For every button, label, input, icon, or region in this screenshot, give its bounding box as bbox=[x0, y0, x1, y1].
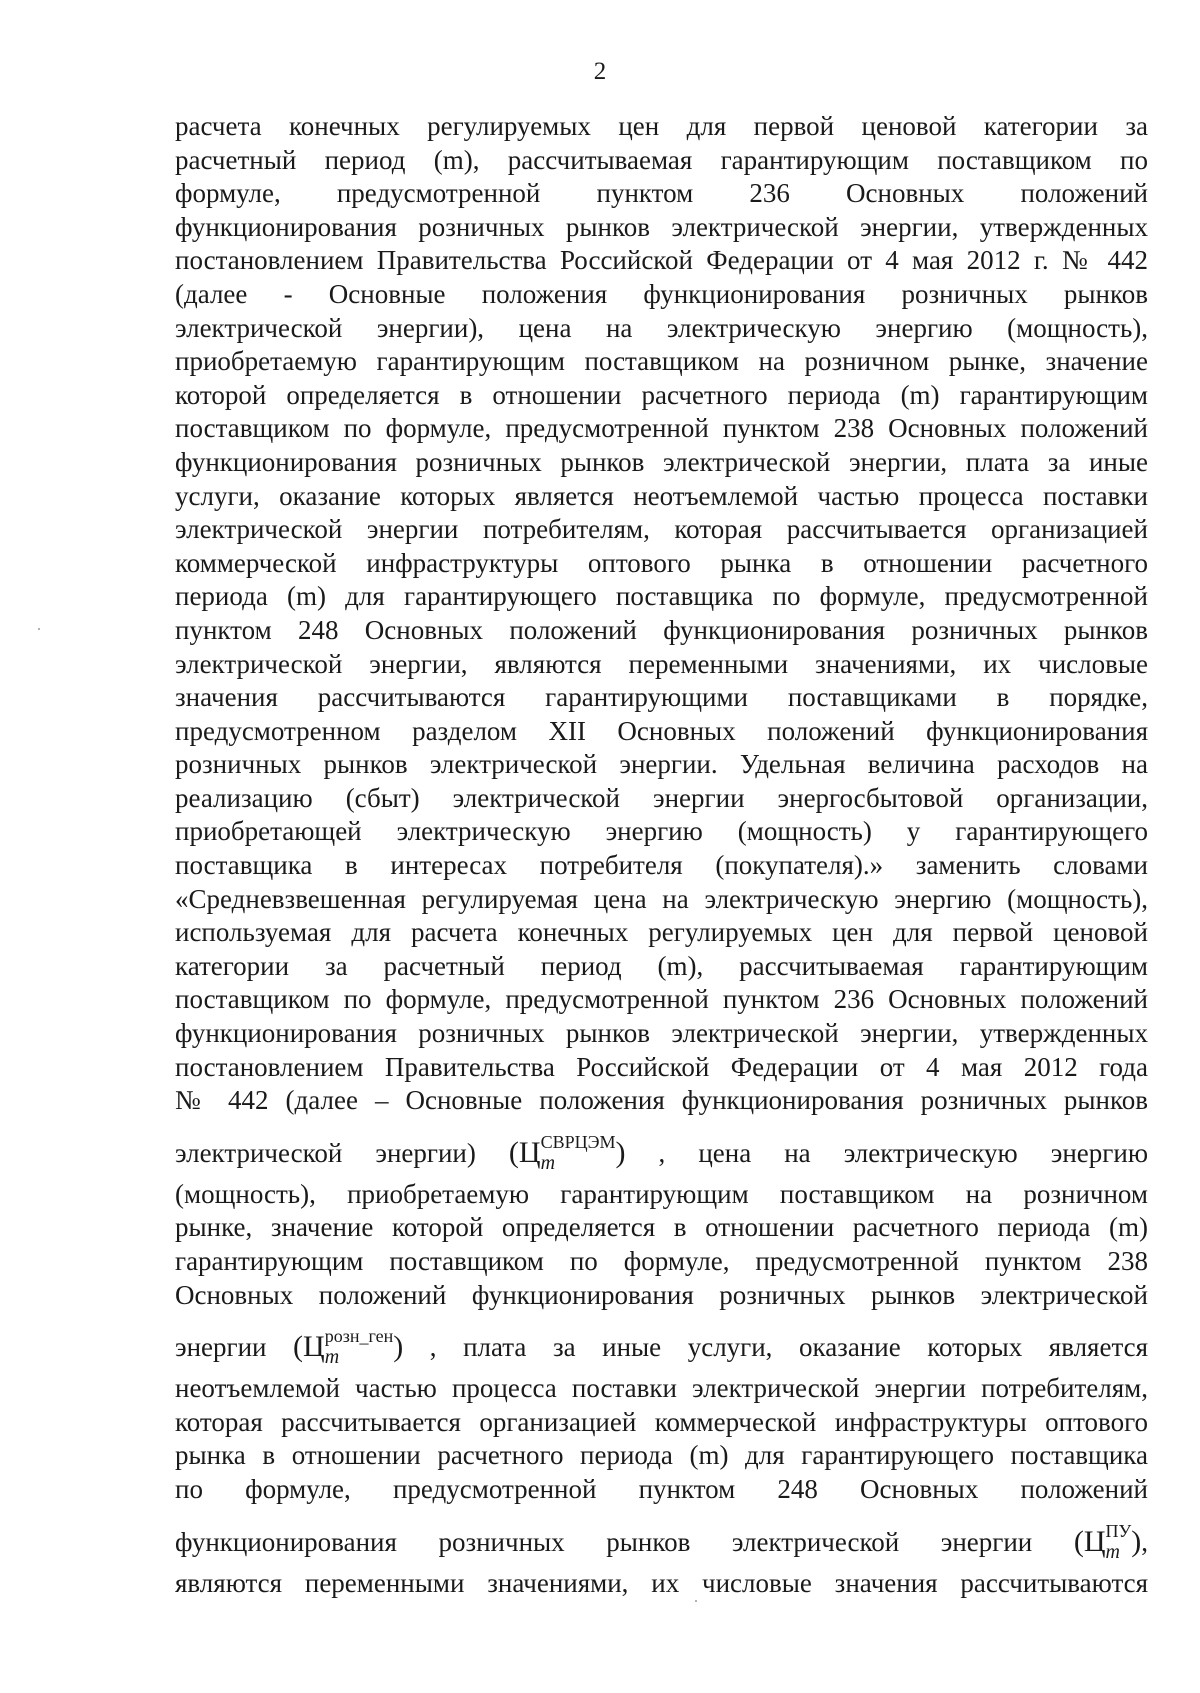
text-line: предусмотренном разделом XII Основных положений функционирования bbox=[175, 715, 1148, 746]
formula-2-subscript: m bbox=[324, 1346, 340, 1369]
text-line: неотъемлемой частью процесса поставки электрической энергии потребителям, bbox=[175, 1373, 1148, 1404]
formula-2-text-after: , плата за иные услуги, оказание которых является bbox=[429, 1332, 1148, 1363]
scan-speck bbox=[38, 628, 40, 630]
page-number: 2 bbox=[593, 58, 607, 85]
text-line: электрической энергии потребителям, которая рассчитывается организацией bbox=[175, 514, 1148, 545]
text-line: № 442 (далее – Основные положения функционирования розничных рынков bbox=[175, 1085, 1148, 1116]
formula-3-symbol: Ц bbox=[1083, 1524, 1106, 1558]
formula-line-2 bbox=[175, 1322, 1148, 1372]
text-line: которая рассчитывается организацией коммерческой инфраструктуры оптового bbox=[175, 1406, 1148, 1437]
text-line: приобретающей электрическую энергию (мощность) у гарантирующего bbox=[175, 816, 1148, 847]
formula-3-text-before: функционирования розничных рынков электрической энергии bbox=[175, 1526, 1033, 1557]
formula-2-text-before: энергии bbox=[175, 1332, 267, 1363]
formula-3-text-after: , bbox=[1141, 1526, 1148, 1557]
formula-3: ( Ц ПУ m ) , bbox=[1074, 1517, 1148, 1567]
text-line: поставщика в интересах потребителя (покупателя).» заменить словами bbox=[175, 850, 1148, 881]
paragraph-block-2 bbox=[175, 1178, 1148, 1312]
formula-line-1 bbox=[175, 1128, 1148, 1178]
text-line: являются переменными значениями, их числовые значения рассчитываются bbox=[175, 1567, 1148, 1598]
text-line: которой определяется в отношении расчетного периода (m) гарантирующим bbox=[175, 379, 1148, 410]
text-line: формуле, предусмотренной пунктом 236 Основных положений bbox=[175, 178, 1148, 209]
formula-3-subscript: m bbox=[1105, 1540, 1120, 1563]
text-line: (далее - Основные положения функционирования розничных рынков bbox=[175, 278, 1148, 309]
formula-1-superscript: СВРЦЭМ bbox=[540, 1131, 616, 1152]
text-line: (мощность), приобретаемую гарантирующим поставщиком на розничном bbox=[175, 1178, 1148, 1209]
paragraph-block-4 bbox=[175, 1567, 1148, 1601]
formula-2-superscript: розн_ген bbox=[324, 1326, 394, 1347]
text-line: рынке, значение которой определяется в отношении расчетного периода (m) bbox=[175, 1212, 1148, 1243]
text-line: расчета конечных регулируемых цен для первой ценовой категории за bbox=[175, 111, 1148, 141]
text-line: электрической энергии, являются переменными значениями, их числовые bbox=[175, 648, 1148, 679]
formula-2: ( Ц розн_ген m ) bbox=[293, 1322, 403, 1372]
text-line: периода (m) для гарантирующего поставщика по формуле, предусмотренной bbox=[175, 581, 1148, 612]
formula-1: ( Ц СВРЦЭМ m ) bbox=[509, 1128, 626, 1178]
text-line: расчетный период (m), рассчитываемая гарантирующим поставщиком по bbox=[175, 144, 1148, 175]
text-line: рынка в отношении расчетного периода (m) для гарантирующего поставщика bbox=[175, 1440, 1148, 1471]
text-line: категории за расчетный период (m), рассчитываемая гарантирующим bbox=[175, 950, 1148, 981]
scan-speck bbox=[695, 1600, 697, 1602]
text-line: гарантирующим поставщиком по формуле, предусмотренной пунктом 238 bbox=[175, 1246, 1148, 1276]
text-line: функционирования розничных рынков электрической энергии, плата за иные bbox=[175, 446, 1148, 477]
document-body bbox=[175, 110, 1148, 1600]
text-line: реализацию (сбыт) электрической энергии энергосбытовой организации, bbox=[175, 782, 1148, 813]
text-line: постановлением Правительства Российской Федерации от 4 мая 2012 г. № 442 bbox=[175, 245, 1148, 276]
text-line: Основных положений функционирования розничных рынков электрической bbox=[175, 1279, 1148, 1310]
formula-line-3 bbox=[175, 1517, 1148, 1567]
formula-2-symbol: Ц bbox=[303, 1330, 325, 1364]
text-line: используемая для расчета конечных регулируемых цен для первой ценовой bbox=[175, 917, 1148, 948]
formula-1-text-after: , цена на электрическую энергию bbox=[658, 1137, 1148, 1168]
text-line: значения рассчитываются гарантирующими поставщиками в порядке, bbox=[175, 682, 1148, 713]
text-line: «Средневзвешенная регулируемая цена на электрическую энергию (мощность), bbox=[175, 883, 1148, 914]
text-line: по формуле, предусмотренной пунктом 248 Основных положений bbox=[175, 1473, 1148, 1504]
formula-1-symbol: Ц bbox=[518, 1135, 541, 1169]
text-line: поставщиком по формуле, предусмотренной пунктом 238 Основных положений bbox=[175, 413, 1148, 444]
text-line: приобретаемую гарантирующим поставщиком на розничном рынке, значение bbox=[175, 346, 1148, 377]
text-line: пунктом 248 Основных положений функционирования розничных рынков bbox=[175, 614, 1148, 645]
text-line: услуги, оказание которых является неотъемлемой частью процесса поставки bbox=[175, 480, 1148, 511]
text-line: электрической энергии), цена на электрическую энергию (мощность), bbox=[175, 312, 1148, 343]
text-line: функционирования розничных рынков электрической энергии, утвержденных bbox=[175, 1018, 1148, 1049]
text-line: розничных рынков электрической энергии. Удельная величина расходов на bbox=[175, 749, 1148, 780]
text-line: функционирования розничных рынков электрической энергии, утвержденных bbox=[175, 211, 1148, 242]
formula-3-superscript: ПУ bbox=[1105, 1520, 1132, 1541]
formula-1-text-before: электрической энергии) bbox=[175, 1137, 476, 1168]
paragraph-block-3 bbox=[175, 1372, 1148, 1506]
formula-1-subscript: m bbox=[540, 1151, 556, 1174]
text-line: поставщиком по формуле, предусмотренной пунктом 236 Основных положений bbox=[175, 984, 1148, 1015]
text-line: коммерческой инфраструктуры оптового рынка в отношении расчетного bbox=[175, 547, 1148, 578]
text-line: постановлением Правительства Российской Федерации от 4 мая 2012 года bbox=[175, 1051, 1148, 1082]
paragraph-block-1 bbox=[175, 110, 1148, 1118]
